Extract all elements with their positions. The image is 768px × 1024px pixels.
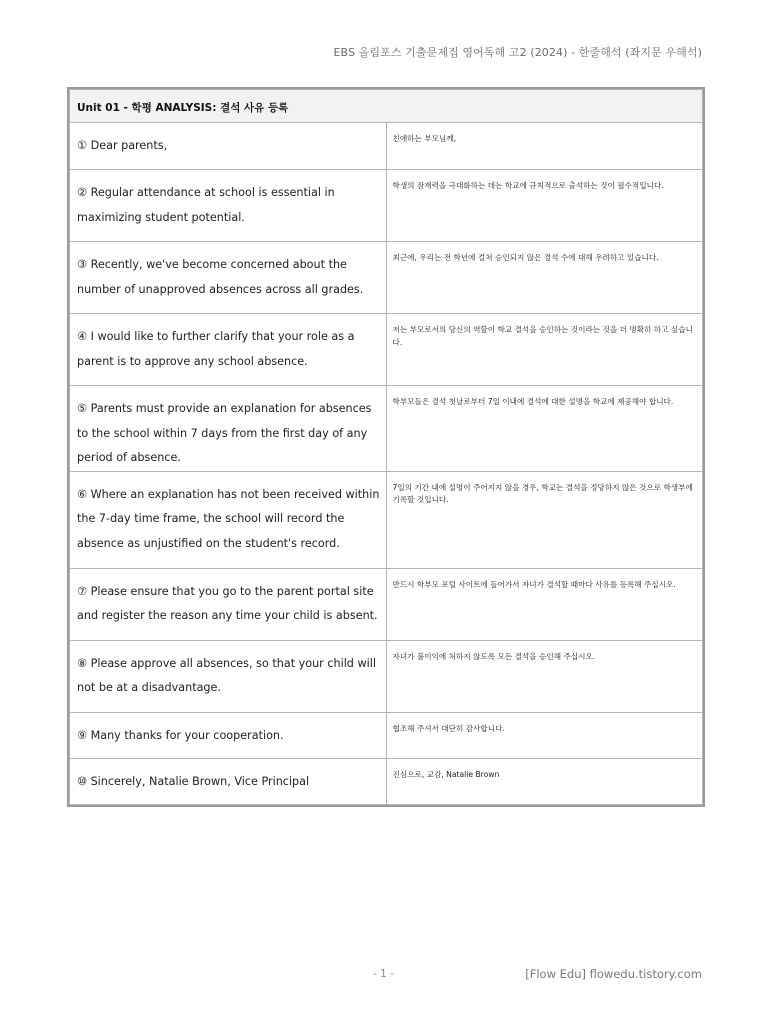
translation-table (67, 87, 705, 807)
english-sentence: ④ I would like to further clarify that your role as a parent is to approve any school absence. (70, 314, 387, 386)
table-row (70, 471, 703, 568)
english-sentence: ⑨ Many thanks for your cooperation. (70, 712, 387, 758)
table-row (70, 568, 703, 640)
english-sentence: ⑦ Please ensure that you go to the parent portal site and register the reason any time your child is absent. (70, 568, 387, 640)
korean-translation: 최근에, 우리는 전 학년에 걸쳐 승인되지 않은 결석 수에 대해 우려하고 있습니다. (386, 242, 703, 314)
table-row (70, 758, 703, 804)
english-sentence: ① Dear parents, (70, 123, 387, 170)
table-row (70, 314, 703, 386)
korean-translation: 자녀가 불이익에 처하지 않도록 모든 결석을 승인해 주십시오. (386, 640, 703, 712)
table-row (70, 242, 703, 314)
english-sentence: ② Regular attendance at school is essential in maximizing student potential. (70, 170, 387, 242)
korean-translation: 학생의 잠재력을 극대화하는 데는 학교에 규칙적으로 출석하는 것이 필수적입니다. (386, 170, 703, 242)
korean-translation: 학부모들은 결석 첫날로부터 7일 이내에 결석에 대한 설명을 학교에 제공해야 합니다. (386, 386, 703, 472)
footer-credit: [Flow Edu] flowedu.tistory.com (525, 967, 702, 981)
unit-title-row (70, 90, 703, 123)
korean-translation: 반드시 학부모 포털 사이트에 들어가서 자녀가 결석할 때마다 사유를 등록해 주십시오. (386, 568, 703, 640)
korean-translation: 친애하는 부모님께, (386, 123, 703, 170)
korean-translation: 7일의 기간 내에 설명이 주어지지 않을 경우, 학교는 결석을 정당하지 않은 것으로 학생부에 기록할 것입니다. (386, 471, 703, 568)
table-row (70, 640, 703, 712)
korean-translation: 협조해 주셔서 대단히 감사합니다. (386, 712, 703, 758)
unit-title: Unit 01 - 학평 ANALYSIS: 결석 사유 등록 (70, 90, 703, 123)
english-sentence: ⑤ Parents must provide an explanation for absences to the school within 7 days from the first day of any period of absence. (70, 386, 387, 472)
english-sentence: ⑧ Please approve all absences, so that your child will not be at a disadvantage. (70, 640, 387, 712)
korean-translation: 진심으로, 교감, Natalie Brown (386, 758, 703, 804)
page-header: EBS 올림포스 기출문제집 영어독해 고2 (2024) - 한줄해석 (좌지문 우해석) (333, 46, 702, 59)
english-sentence: ⑩ Sincerely, Natalie Brown, Vice Principal (70, 758, 387, 804)
table-row (70, 123, 703, 170)
table-row (70, 386, 703, 472)
korean-translation: 저는 부모로서의 당신의 역할이 학교 결석을 승인하는 것이라는 것을 더 명확히 하고 싶습니다. (386, 314, 703, 386)
english-sentence: ③ Recently, we've become concerned about the number of unapproved absences across all grades. (70, 242, 387, 314)
page-number: - 1 - (373, 968, 394, 980)
english-sentence: ⑥ Where an explanation has not been received within the 7-day time frame, the school will record the absence as unjustified on the student's record. (70, 471, 387, 568)
table-row (70, 170, 703, 242)
table-row (70, 712, 703, 758)
